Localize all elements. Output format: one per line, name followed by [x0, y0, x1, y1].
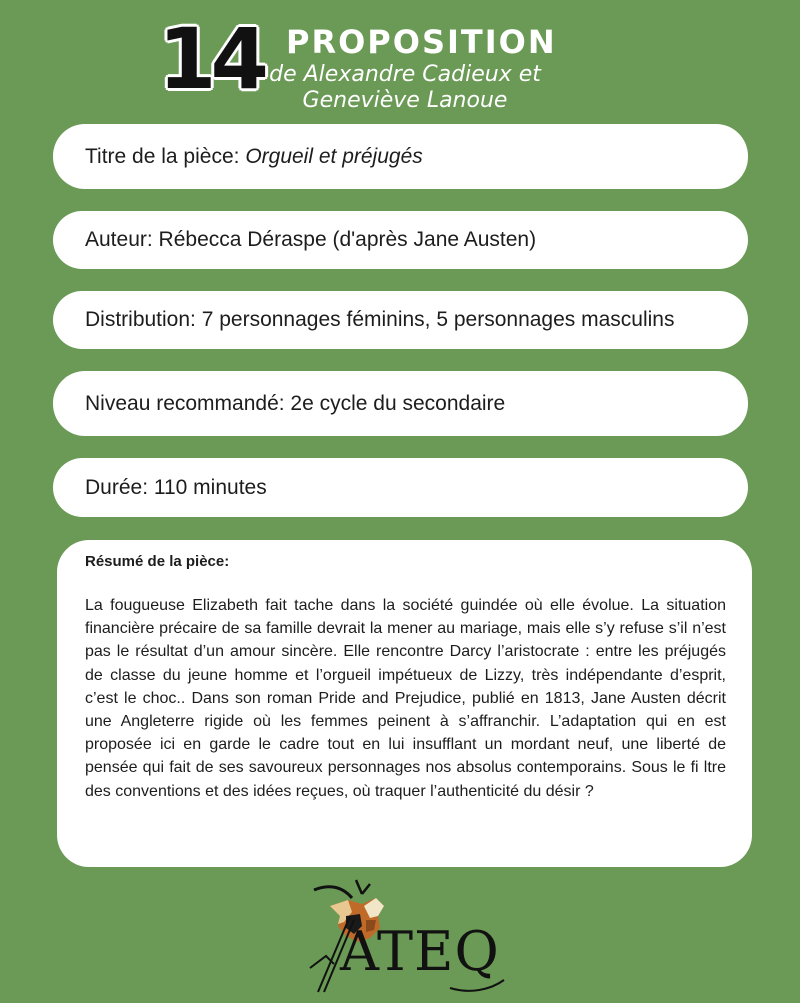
summary-card	[57, 540, 752, 867]
logo-text: ATEQ	[340, 920, 500, 983]
title-value: Orgueil et préjugés	[245, 144, 423, 168]
duration-field	[53, 458, 748, 517]
authors-line-2: Geneviève Lanoue	[302, 88, 508, 113]
level-text: Niveau recommandé: 2e cycle du secondaire	[85, 391, 506, 415]
author-text: Auteur: Rébecca Déraspe (d'après Jane Austen)	[85, 228, 537, 251]
author-field	[53, 211, 748, 269]
title-label: Titre de la pièce:	[85, 144, 246, 168]
duration-text: Durée: 110 minutes	[85, 475, 267, 499]
distribution-field	[53, 291, 748, 349]
authors-line-1: de Alexandre Cadieux et	[269, 62, 541, 87]
proposition-authors	[240, 62, 570, 114]
summary-body: La fougueuse Elizabeth fait tache dans la société guindée où elle évolue. La situation financière précaire de sa famille devrait la mener au mariage, mais elle s’y refuse s’il n’est pas le résultat d’un amour sincère. Elle rencontre Darcy l’aristocrate : entre les préjugés de classe du jeune homme et l’orgueil impétueux de Lizzy, très indépendante d’esprit, c’est le choc.. Dans son roman Pride and Prejudice, publié en 1813, Jane Austen décrit une Angleterre rigide où les femmes peinent à s’affranchir. L’adaptation qui en est proposée ici en garde le cadre tout en lui insufflant un mordant neuf, une liberté de pensée qui fait de ses savoureux personnages nos absolus contemporains. Sous le fi ltre des conventions et des idées reçues, où traquer l’authenticité du désir ?	[85, 597, 726, 800]
ateq-logo	[300, 876, 520, 998]
summary-heading: Résumé de la pièce:	[85, 553, 230, 570]
proposition-title: PROPOSITION	[286, 23, 557, 61]
level-field	[53, 371, 748, 436]
header	[0, 0, 800, 120]
proposition-number: 14	[158, 10, 263, 108]
title-field	[53, 124, 748, 189]
distribution-text: Distribution: 7 personnages féminins, 5 personnages masculins	[85, 308, 675, 331]
